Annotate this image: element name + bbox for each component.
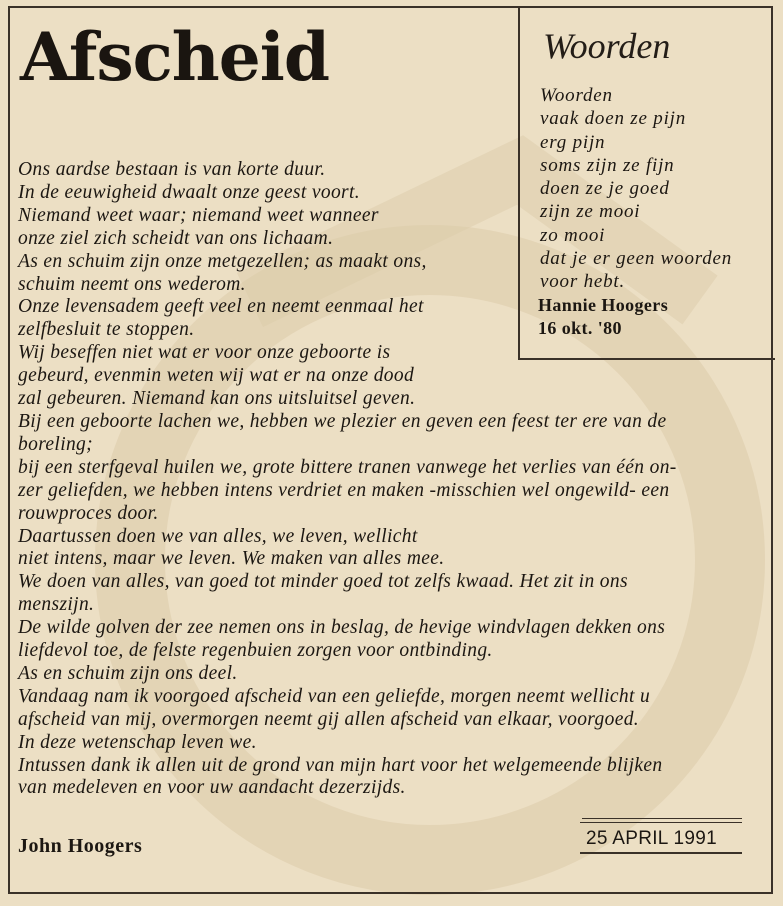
body-line: onze ziel zich scheidt van ons lichaam. bbox=[18, 227, 334, 249]
body-line: Bij een geboorte lachen we, hebben we plezier en geven een feest ter ere van de bbox=[18, 410, 667, 432]
body-line: Niemand weet waar; niemand weet wanneer bbox=[18, 204, 379, 226]
body-line: boreling; bbox=[18, 433, 93, 455]
poem-line: zo mooi bbox=[540, 224, 606, 246]
body-line: Ons aardse bestaan is van korte duur. bbox=[18, 159, 326, 180]
poem-line: doen ze je goed bbox=[540, 178, 670, 200]
body-line: Wij beseffen niet wat er voor onze geboorte is bbox=[18, 342, 391, 364]
body-line: gebeurd, evenmin weten wij wat er na onze dood bbox=[18, 365, 415, 387]
body-line: zelfbesluit te stoppen. bbox=[18, 319, 195, 341]
body-line: afscheid van mij, overmorgen neemt gij allen afscheid van elkaar, voorgoed. bbox=[18, 708, 640, 730]
article-body bbox=[18, 159, 677, 800]
body-line: bij een sterfgeval huilen we, grote bittere tranen vanwege het verlies van één on- bbox=[18, 456, 677, 478]
body-line: Onze levensadem geeft veel en neemt eenmaal het bbox=[18, 296, 424, 318]
body-line: In deze wetenschap leven we. bbox=[18, 731, 257, 753]
poem-date: 16 okt. '80 bbox=[538, 318, 622, 338]
body-line: As en schuim zijn onze metgezellen; as maakt ons, bbox=[18, 250, 427, 272]
body-line: In de eeuwigheid dwaalt onze geest voort. bbox=[18, 181, 360, 203]
poem-title: Woorden bbox=[543, 26, 671, 66]
body-line: van medeleven en voor uw aandacht dezerzijds. bbox=[18, 777, 406, 799]
body-line: liefdevol toe, de felste regenbuien zorgen voor ontbinding. bbox=[18, 640, 493, 662]
body-line: Intussen dank ik allen uit de grond van mijn hart voor het welgemeende blijken bbox=[18, 754, 663, 776]
body-line: Vandaag nam ik voorgoed afscheid van een geliefde, morgen neemt wellicht u bbox=[18, 685, 651, 707]
body-line: As en schuim zijn ons deel. bbox=[18, 662, 238, 684]
body-line: zal gebeuren. Niemand kan ons uitsluitsel geven. bbox=[18, 388, 416, 410]
body-line: We doen van alles, van goed tot minder goed tot zelfs kwaad. Het zit in ons bbox=[18, 571, 628, 593]
article-author: John Hoogers bbox=[18, 835, 143, 857]
body-line: schuim neemt ons wederom. bbox=[18, 273, 246, 295]
poem-line: soms zijn ze fijn bbox=[540, 154, 675, 176]
poem-line: zijn ze mooi bbox=[540, 201, 641, 223]
poem-line: vaak doen ze pijn bbox=[540, 108, 687, 130]
body-line: De wilde golven der zee nemen ons in beslag, de hevige windvlagen dekken ons bbox=[18, 617, 666, 639]
poem-line: Woorden bbox=[540, 85, 613, 106]
article-title: Afscheid bbox=[20, 18, 329, 96]
body-line: rouwproces door. bbox=[18, 502, 159, 524]
body-line: niet intens, maar we leven. We maken van alles mee. bbox=[18, 548, 445, 570]
date-stamp-rule bbox=[582, 818, 742, 819]
body-line: zer geliefden, we hebben intens verdriet en maken -misschien wel ongewild- een bbox=[18, 479, 670, 501]
poem-line: erg pijn bbox=[540, 131, 606, 153]
body-line: menszijn. bbox=[18, 594, 95, 616]
publication-date: 25 APRIL 1991 bbox=[586, 828, 718, 849]
poem-line: voor hebt. bbox=[540, 271, 626, 293]
body-line: Daartussen doen we van alles, we leven, wellicht bbox=[18, 525, 418, 547]
poem-author: Hannie Hoogers bbox=[538, 295, 669, 315]
poem-line: dat je er geen woorden bbox=[540, 248, 733, 270]
